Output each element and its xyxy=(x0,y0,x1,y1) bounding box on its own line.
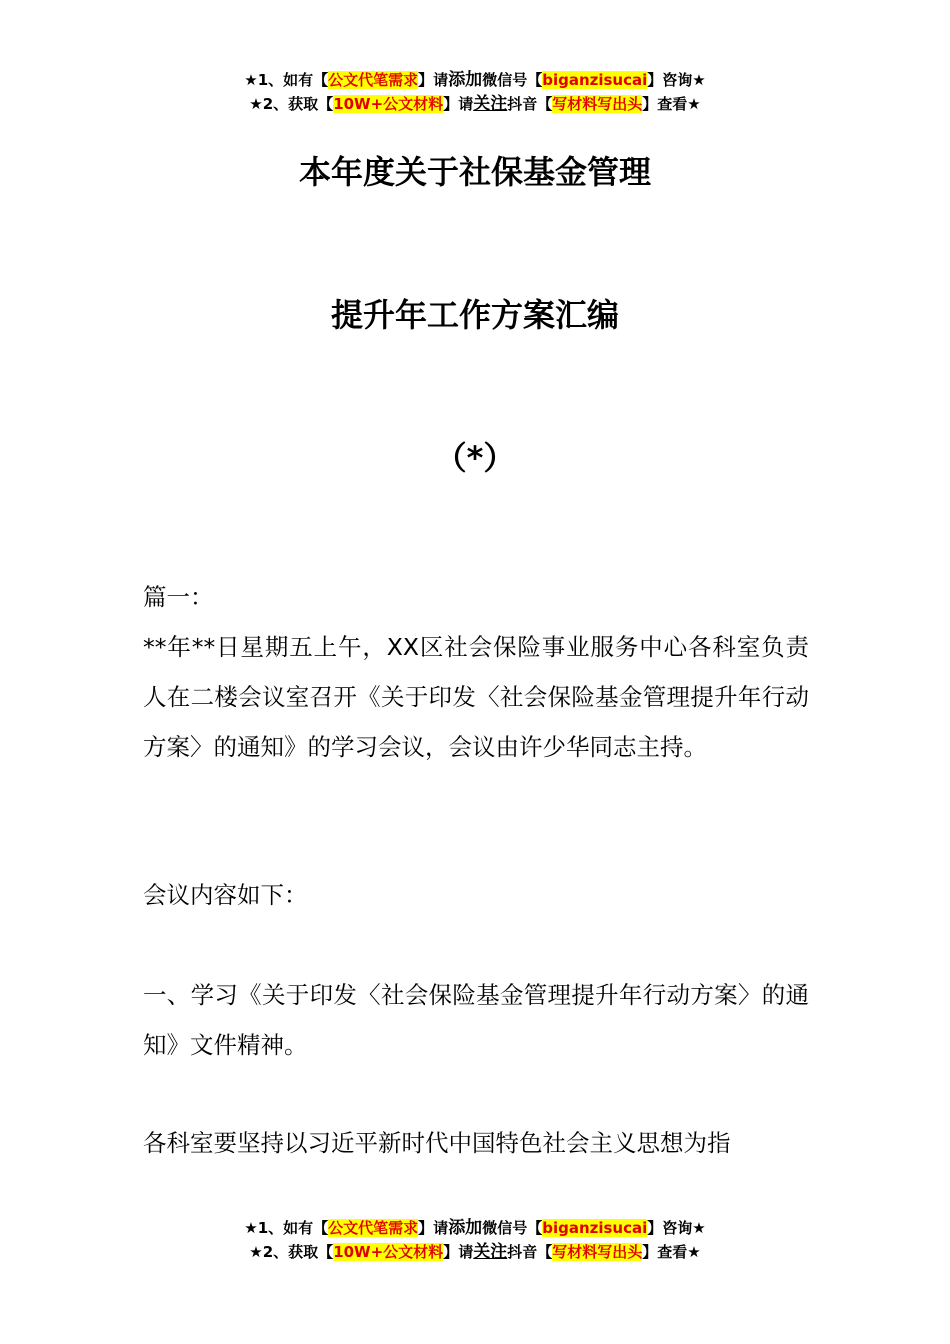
body-block-2 xyxy=(143,870,809,920)
banner-highlight: 公文代笔需求 xyxy=(328,1219,419,1237)
banner-highlight: 10W+公文材料 xyxy=(333,1243,444,1261)
document-title-line-1: 本年度关于社保基金管理 xyxy=(298,153,651,191)
document-title-line-2: 提升年工作方案汇编 xyxy=(330,296,619,334)
banner-highlight: biganzisucai xyxy=(542,71,648,89)
banner-line-2 xyxy=(0,92,950,116)
section-heading: 篇一： xyxy=(143,583,214,611)
banner-text: 】咨询★ xyxy=(647,71,706,89)
document-title-line-3: （*） xyxy=(434,439,516,477)
banner-text: 】请 xyxy=(418,1219,449,1237)
paragraph: **年**日星期五上午，XX区社会保险事业服务中心各科室负责人在二楼会议室召开《关于印发〈社会保险基金管理提升年行动方案〉的通知》的学习会议，会议由许少华同志主持。 xyxy=(143,633,809,761)
body-block-3 xyxy=(143,970,809,1070)
footer-banner xyxy=(0,1216,950,1264)
banner-line-2 xyxy=(0,1240,950,1264)
banner-text: ★2、获取【 xyxy=(249,1243,334,1261)
banner-text: 抖音【 xyxy=(507,1243,553,1261)
banner-highlight: 10W+公文材料 xyxy=(333,95,444,113)
banner-text: ★1、如有【 xyxy=(244,71,329,89)
banner-text: 】请 xyxy=(443,95,474,113)
banner-text: ★1、如有【 xyxy=(244,1219,329,1237)
banner-highlight: biganzisucai xyxy=(542,1219,648,1237)
banner-line-1 xyxy=(0,1216,950,1240)
banner-line-1 xyxy=(0,68,950,92)
banner-text: 】咨询★ xyxy=(647,1219,706,1237)
paragraph: 各科室要坚持以习近平新时代中国特色社会主义思想为指 xyxy=(143,1129,731,1157)
banner-text: 微信号【 xyxy=(482,71,543,89)
body-block-1 xyxy=(143,572,809,772)
banner-emphasis: 关注 xyxy=(473,1242,508,1262)
header-banner xyxy=(0,68,950,116)
banner-text: 】请 xyxy=(418,71,449,89)
banner-highlight: 写材料写出头 xyxy=(552,95,643,113)
banner-text: 微信号【 xyxy=(482,1219,543,1237)
banner-text: ★2、获取【 xyxy=(249,95,334,113)
paragraph: 一、学习《关于印发〈社会保险基金管理提升年行动方案〉的通知》文件精神。 xyxy=(143,981,809,1059)
banner-text: 】查看★ xyxy=(642,1243,701,1261)
banner-text: 抖音【 xyxy=(507,95,553,113)
paragraph: 会议内容如下： xyxy=(143,881,308,909)
banner-highlight: 写材料写出头 xyxy=(552,1243,643,1261)
banner-text: 】请 xyxy=(443,1243,474,1261)
banner-text: 】查看★ xyxy=(642,95,701,113)
banner-emphasis: 添加 xyxy=(448,1218,483,1238)
banner-emphasis: 关注 xyxy=(473,94,508,114)
banner-emphasis: 添加 xyxy=(448,70,483,90)
banner-highlight: 公文代笔需求 xyxy=(328,71,419,89)
body-block-4 xyxy=(143,1118,809,1168)
